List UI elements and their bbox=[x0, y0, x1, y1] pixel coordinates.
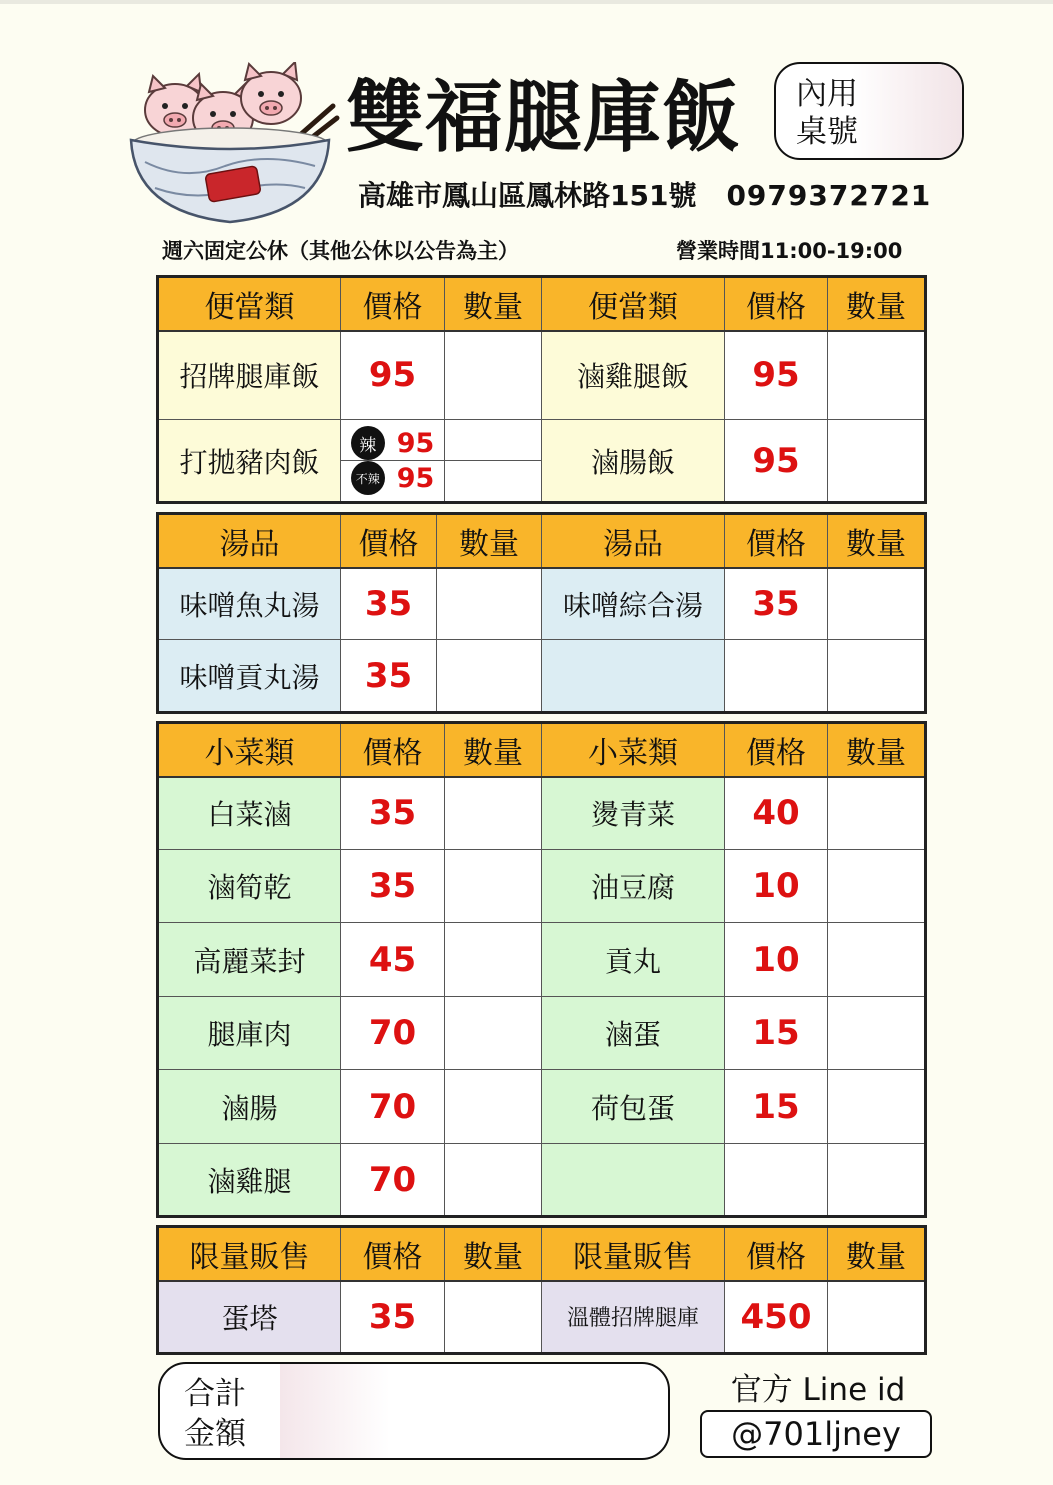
item-price: 40 bbox=[725, 777, 828, 850]
table-row bbox=[158, 1281, 926, 1354]
total-amount-box[interactable] bbox=[158, 1362, 670, 1460]
item-name: 滷腸飯 bbox=[542, 420, 725, 503]
item-name: 荷包蛋 bbox=[542, 1070, 725, 1144]
table-header-row bbox=[158, 723, 926, 777]
mild-option bbox=[341, 460, 444, 495]
table-row bbox=[158, 331, 926, 420]
quantity-cell[interactable] bbox=[828, 997, 926, 1070]
item-name bbox=[542, 640, 725, 713]
table-row bbox=[158, 640, 926, 713]
table-row bbox=[158, 1070, 926, 1144]
quantity-cell[interactable] bbox=[828, 331, 926, 420]
item-name: 打拋豬肉飯 bbox=[158, 420, 341, 503]
shop-name: 雙福腿庫飯 bbox=[346, 73, 742, 163]
total-label: 合計 bbox=[184, 1376, 246, 1412]
item-name: 味噌貢丸湯 bbox=[158, 640, 341, 713]
item-name: 滷雞腿 bbox=[158, 1144, 341, 1217]
item-name: 味噌綜合湯 bbox=[542, 568, 725, 640]
item-price: 35 bbox=[341, 1281, 445, 1354]
column-header: 便當類 bbox=[542, 277, 725, 331]
dine-in-label: 內用 bbox=[796, 76, 858, 112]
spicy-price-cell bbox=[341, 420, 445, 503]
limited-sale-table bbox=[156, 1225, 927, 1355]
business-hours: 營業時間11:00-19:00 bbox=[676, 239, 903, 263]
quantity-cell[interactable] bbox=[445, 460, 541, 461]
top-edge bbox=[0, 0, 1053, 4]
column-header: 限量販售 bbox=[158, 1227, 341, 1281]
item-price: 95 bbox=[725, 331, 828, 420]
item-price: 35 bbox=[341, 640, 437, 713]
table-header-row bbox=[158, 1227, 926, 1281]
quantity-cell[interactable] bbox=[445, 997, 542, 1070]
column-header: 數量 bbox=[828, 514, 926, 568]
quantity-cell[interactable] bbox=[828, 1281, 926, 1354]
total-amount-field[interactable] bbox=[280, 1364, 390, 1458]
column-header: 數量 bbox=[445, 1227, 542, 1281]
column-header: 價格 bbox=[341, 1227, 445, 1281]
spicy-badge: 辣 bbox=[351, 426, 385, 460]
item-name: 溫體招牌腿庫 bbox=[542, 1281, 725, 1354]
item-name: 高麗菜封 bbox=[158, 923, 341, 997]
item-price: 35 bbox=[341, 777, 445, 850]
item-price: 70 bbox=[341, 1144, 445, 1217]
address: 高雄市鳳山區鳳林路151號 bbox=[358, 179, 697, 212]
item-name: 滷雞腿飯 bbox=[542, 331, 725, 420]
table-row bbox=[158, 420, 926, 503]
item-price: 95 bbox=[396, 462, 435, 494]
item-price: 35 bbox=[341, 850, 445, 923]
item-name: 滷蛋 bbox=[542, 997, 725, 1070]
pig-bowl-logo-icon bbox=[125, 62, 340, 230]
table-row bbox=[158, 777, 926, 850]
item-price: 10 bbox=[725, 850, 828, 923]
item-name: 滷筍乾 bbox=[158, 850, 341, 923]
item-name bbox=[542, 1144, 725, 1217]
quantity-cell[interactable] bbox=[445, 1070, 542, 1144]
item-price: 70 bbox=[341, 1070, 445, 1144]
column-header: 數量 bbox=[445, 723, 542, 777]
item-price: 95 bbox=[396, 427, 435, 459]
column-header: 價格 bbox=[725, 723, 828, 777]
column-header: 數量 bbox=[828, 1227, 926, 1281]
item-price: 10 bbox=[725, 923, 828, 997]
column-header: 小菜類 bbox=[158, 723, 341, 777]
quantity-cell[interactable] bbox=[828, 1144, 926, 1217]
column-header: 價格 bbox=[725, 1227, 828, 1281]
table-row bbox=[158, 997, 926, 1070]
column-header: 價格 bbox=[341, 723, 445, 777]
table-header-row bbox=[158, 514, 926, 568]
item-name: 味噌魚丸湯 bbox=[158, 568, 341, 640]
column-header: 數量 bbox=[828, 723, 926, 777]
table-row bbox=[158, 568, 926, 640]
table-number-box[interactable] bbox=[774, 62, 964, 160]
spicy-quantity-cell bbox=[445, 420, 542, 503]
column-header: 小菜類 bbox=[542, 723, 725, 777]
column-header: 湯品 bbox=[158, 514, 341, 568]
item-price: 95 bbox=[725, 420, 828, 503]
quantity-cell[interactable] bbox=[437, 640, 542, 713]
quantity-cell[interactable] bbox=[828, 1070, 926, 1144]
table-row bbox=[158, 850, 926, 923]
column-header: 湯品 bbox=[542, 514, 725, 568]
item-name: 燙青菜 bbox=[542, 777, 725, 850]
quantity-cell[interactable] bbox=[828, 420, 926, 503]
table-header-row bbox=[158, 277, 926, 331]
quantity-cell[interactable] bbox=[437, 568, 542, 640]
item-price: 35 bbox=[725, 568, 828, 640]
quantity-cell[interactable] bbox=[445, 850, 542, 923]
item-price bbox=[725, 640, 828, 713]
spicy-option bbox=[341, 426, 444, 460]
table-row bbox=[158, 1144, 926, 1217]
column-header: 價格 bbox=[341, 277, 445, 331]
bento-table bbox=[156, 275, 927, 504]
column-header: 價格 bbox=[725, 514, 828, 568]
line-label: 官方 Line id bbox=[730, 1372, 906, 1408]
quantity-cell[interactable] bbox=[828, 923, 926, 997]
quantity-cell[interactable] bbox=[828, 640, 926, 713]
quantity-cell[interactable] bbox=[828, 777, 926, 850]
item-name: 貢丸 bbox=[542, 923, 725, 997]
item-price: 450 bbox=[725, 1281, 828, 1354]
amount-label: 金額 bbox=[184, 1416, 246, 1452]
phone-number: 0979372721 bbox=[726, 179, 932, 212]
quantity-cell[interactable] bbox=[445, 1281, 542, 1354]
quantity-cell[interactable] bbox=[445, 331, 542, 420]
item-name: 白菜滷 bbox=[158, 777, 341, 850]
item-name: 招牌腿庫飯 bbox=[158, 331, 341, 420]
item-price bbox=[725, 1144, 828, 1217]
side-dish-table bbox=[156, 721, 927, 1218]
quantity-cell[interactable] bbox=[445, 777, 542, 850]
line-id[interactable]: @701ljney bbox=[700, 1410, 932, 1458]
item-price: 45 bbox=[341, 923, 445, 997]
column-header: 數量 bbox=[445, 277, 542, 331]
table-number-label: 桌號 bbox=[796, 114, 858, 150]
quantity-cell[interactable] bbox=[445, 1144, 542, 1217]
quantity-cell[interactable] bbox=[828, 850, 926, 923]
item-price: 15 bbox=[725, 1070, 828, 1144]
column-header: 數量 bbox=[437, 514, 542, 568]
item-price: 70 bbox=[341, 997, 445, 1070]
column-header: 價格 bbox=[725, 277, 828, 331]
closed-note: 週六固定公休（其他公休以公告為主） bbox=[162, 239, 519, 263]
item-name: 蛋塔 bbox=[158, 1281, 341, 1354]
column-header: 數量 bbox=[828, 277, 926, 331]
item-name: 滷腸 bbox=[158, 1070, 341, 1144]
table-row bbox=[158, 923, 926, 997]
address-line bbox=[358, 176, 948, 216]
soup-table bbox=[156, 512, 927, 714]
item-name: 腿庫肉 bbox=[158, 997, 341, 1070]
quantity-cell[interactable] bbox=[445, 923, 542, 997]
column-header: 限量販售 bbox=[542, 1227, 725, 1281]
table-number-field[interactable] bbox=[852, 64, 962, 158]
column-header: 價格 bbox=[341, 514, 437, 568]
column-header: 便當類 bbox=[158, 277, 341, 331]
quantity-cell[interactable] bbox=[828, 568, 926, 640]
item-price: 95 bbox=[341, 331, 445, 420]
item-name: 油豆腐 bbox=[542, 850, 725, 923]
item-price: 35 bbox=[341, 568, 437, 640]
item-price: 15 bbox=[725, 997, 828, 1070]
mild-badge: 不辣 bbox=[351, 461, 385, 495]
